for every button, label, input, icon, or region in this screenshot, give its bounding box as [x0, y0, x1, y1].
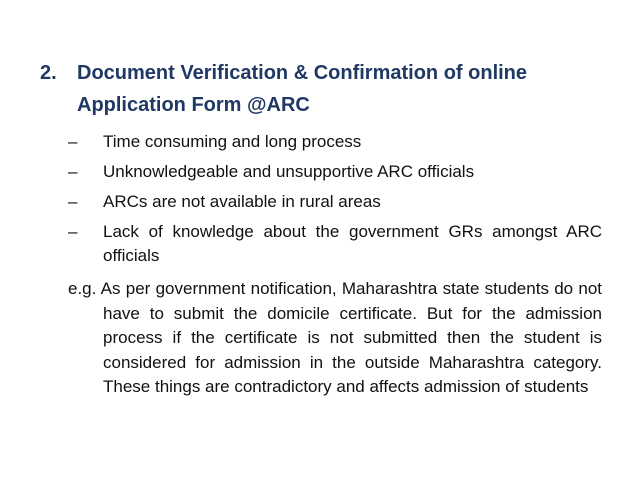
- list-item: [68, 220, 602, 268]
- bullet-text: Time consuming and long process: [103, 132, 362, 151]
- heading-number: 2.: [40, 62, 57, 84]
- example-text: e.g. As per government notification, Maharashtra state students do not have to submit the domicile certificate. But for the admission process if the certificate is not submitted then the student is considered for admission in the outside Maharashtra category. These things are contradictory and affects admission of students: [68, 279, 602, 397]
- bullet-dash: –: [68, 162, 78, 181]
- bullet-text: Unknowledgeable and unsupportive ARC officials: [103, 162, 475, 181]
- bullet-dash: –: [68, 222, 78, 241]
- bullet-list: [68, 130, 602, 274]
- bullet-text: ARCs are not available in rural areas: [103, 192, 381, 211]
- bullet-text: Lack of knowledge about the government GRs amongst ARC officials: [103, 222, 602, 265]
- heading-line-2: Application Form @ARC: [77, 94, 310, 116]
- bullet-dash: –: [68, 192, 78, 211]
- example-paragraph: [68, 277, 602, 400]
- list-item: [68, 160, 602, 184]
- list-item: [68, 130, 602, 154]
- heading-line-1: Document Verification & Confirmation of online: [77, 62, 528, 84]
- list-item: [68, 190, 602, 214]
- bullet-dash: –: [68, 132, 78, 151]
